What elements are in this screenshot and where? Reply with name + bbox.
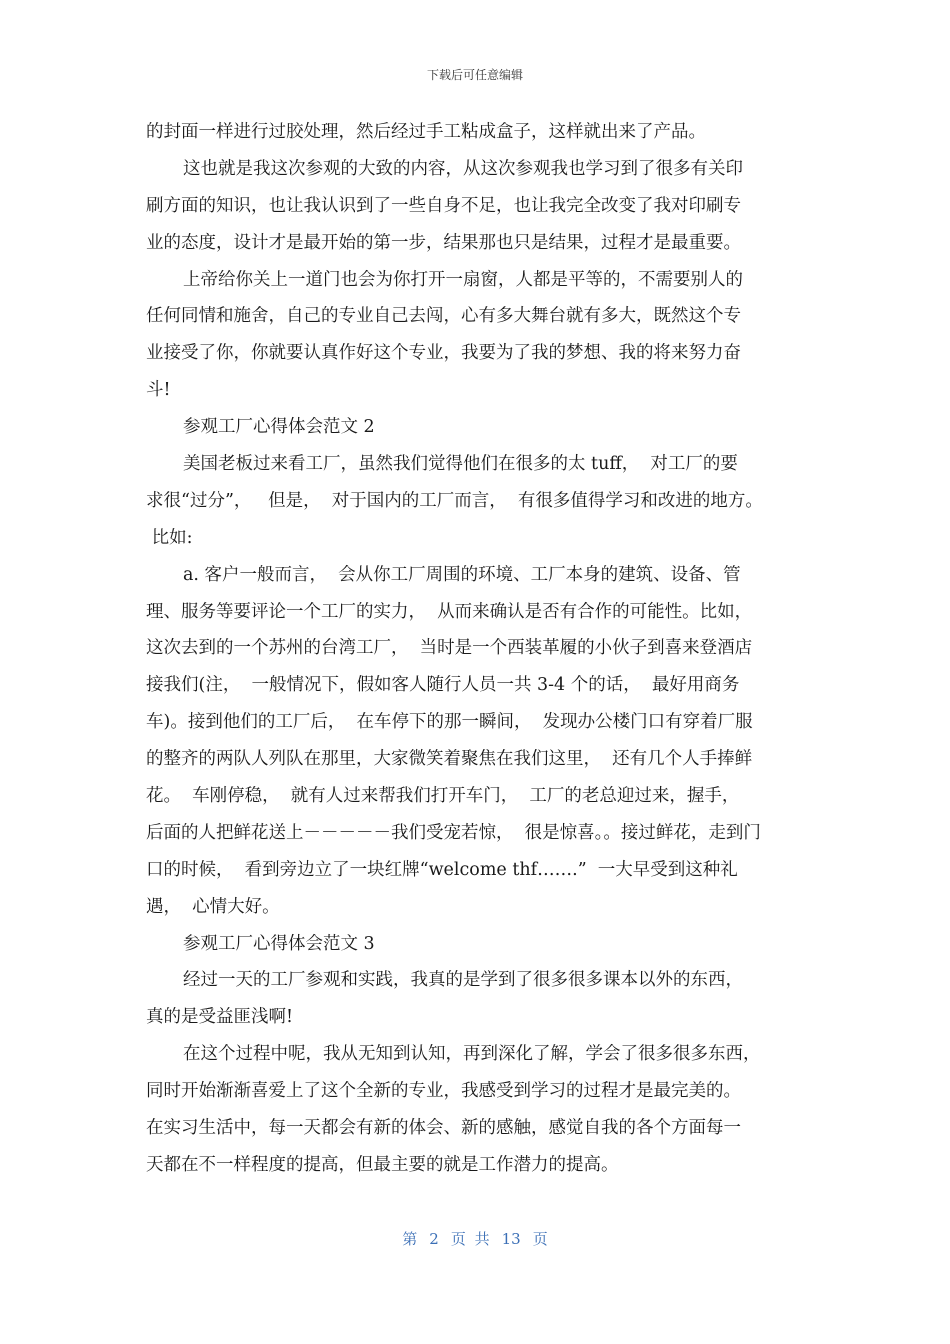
text-line: 美国老板过来看工厂，虽然我们觉得他们在很多的太 tuff， 对工厂的要 xyxy=(183,454,738,475)
footer-prefix: 第 xyxy=(402,1230,418,1248)
text-line: 这次去到的一个苏州的台湾工厂， 当时是一个西装革履的小伙子到喜来登酒店 xyxy=(146,638,753,659)
text-line: 的封面一样进行过胶处理，然后经过手工粘成盒子，这样就出来了产品。 xyxy=(146,122,706,142)
text-line: 口的时候， 看到旁边立了一块红牌“welcome thf…….” 一大早受到这种礼 xyxy=(146,859,738,880)
text-line: 业接受了你，你就要认真作好这个专业，我要为了我的梦想、我的将来努力奋 xyxy=(146,343,741,364)
text-line: 任何同情和施舍，自己的专业自己去闯，心有多大舞台就有多大，既然这个专 xyxy=(146,306,741,327)
text-line: 比如: xyxy=(146,527,193,548)
text-line: 的整齐的两队人列队在那里，大家微笑着聚焦在我们这里， 还有几个人手捧鲜 xyxy=(146,749,753,770)
text-line: 同时开始渐渐喜爱上了这个全新的专业，我感受到学习的过程才是最完美的。 xyxy=(146,1081,741,1102)
section-heading: 参观工厂心得体会范文 3 xyxy=(183,933,375,954)
page-number-footer xyxy=(0,1228,950,1249)
text-line: 天都在不一样程度的提高，但最主要的就是工作潜力的提高。 xyxy=(146,1154,619,1175)
text-line: 刷方面的知识，也让我认识到了一些自身不足，也让我完全改变了我对印刷专 xyxy=(146,195,741,216)
section-heading: 参观工厂心得体会范文 2 xyxy=(183,417,375,438)
page-header: 下载后可任意编辑 xyxy=(426,68,523,82)
text-line: 上帝给你关上一道门也会为你打开一扇窗，人都是平等的，不需要别人的 xyxy=(183,269,743,290)
text-line: a. 客户一般而言， 会从你工厂周围的环境、工厂本身的建筑、设备、管 xyxy=(183,564,741,585)
text-line: 理、服务等要评论一个工厂的实力， 从而来确认是否有合作的可能性。比如， xyxy=(146,601,753,622)
text-line: 花。 车刚停稳， 就有人过来帮我们打开车门， 工厂的老总迎过来，握手， xyxy=(146,786,740,807)
text-line: 遇， 心情大好。 xyxy=(146,896,280,917)
current-page-number: 2 xyxy=(429,1230,439,1248)
text-line: 车)。接到他们的工厂后， 在车停下的那一瞬间， 发现办公楼门口有穿着厂服 xyxy=(146,712,753,733)
text-line: 业的态度，设计才是最开始的第一步，结果那也只是结果，过程才是最重要。 xyxy=(146,232,741,253)
text-line: 经过一天的工厂参观和实践，我真的是学到了很多很多课本以外的东西， xyxy=(183,970,743,991)
text-line: 斗! xyxy=(146,380,171,401)
text-line: 在实习生活中，每一天都会有新的体会、新的感触，感觉自我的各个方面每一 xyxy=(146,1118,741,1139)
text-line: 在这个过程中呢，我从无知到认知，再到深化了解，学会了很多很多东西， xyxy=(183,1044,761,1065)
text-line: 后面的人把鲜花送上－－－－－我们受宠若惊， 很是惊喜。。接过鲜花，走到门 xyxy=(146,822,761,843)
total-page-count: 13 xyxy=(501,1230,521,1248)
footer-suffix: 页 xyxy=(532,1230,548,1248)
text-line: 求很“过分”， 但是， 对于国内的工厂而言， 有很多值得学习和改进的地方。 xyxy=(146,490,763,511)
text-line: 接我们(注， 一般情况下，假如客人随行人员一共 3-4 个的话， 最好用商务 xyxy=(146,675,740,696)
footer-middle: 页 共 xyxy=(450,1230,490,1248)
text-line: 这也就是我这次参观的大致的内容，从这次参观我也学习到了很多有关印 xyxy=(183,158,743,179)
text-line: 真的是受益匪浅啊! xyxy=(146,1007,294,1028)
document-body xyxy=(146,114,818,1184)
